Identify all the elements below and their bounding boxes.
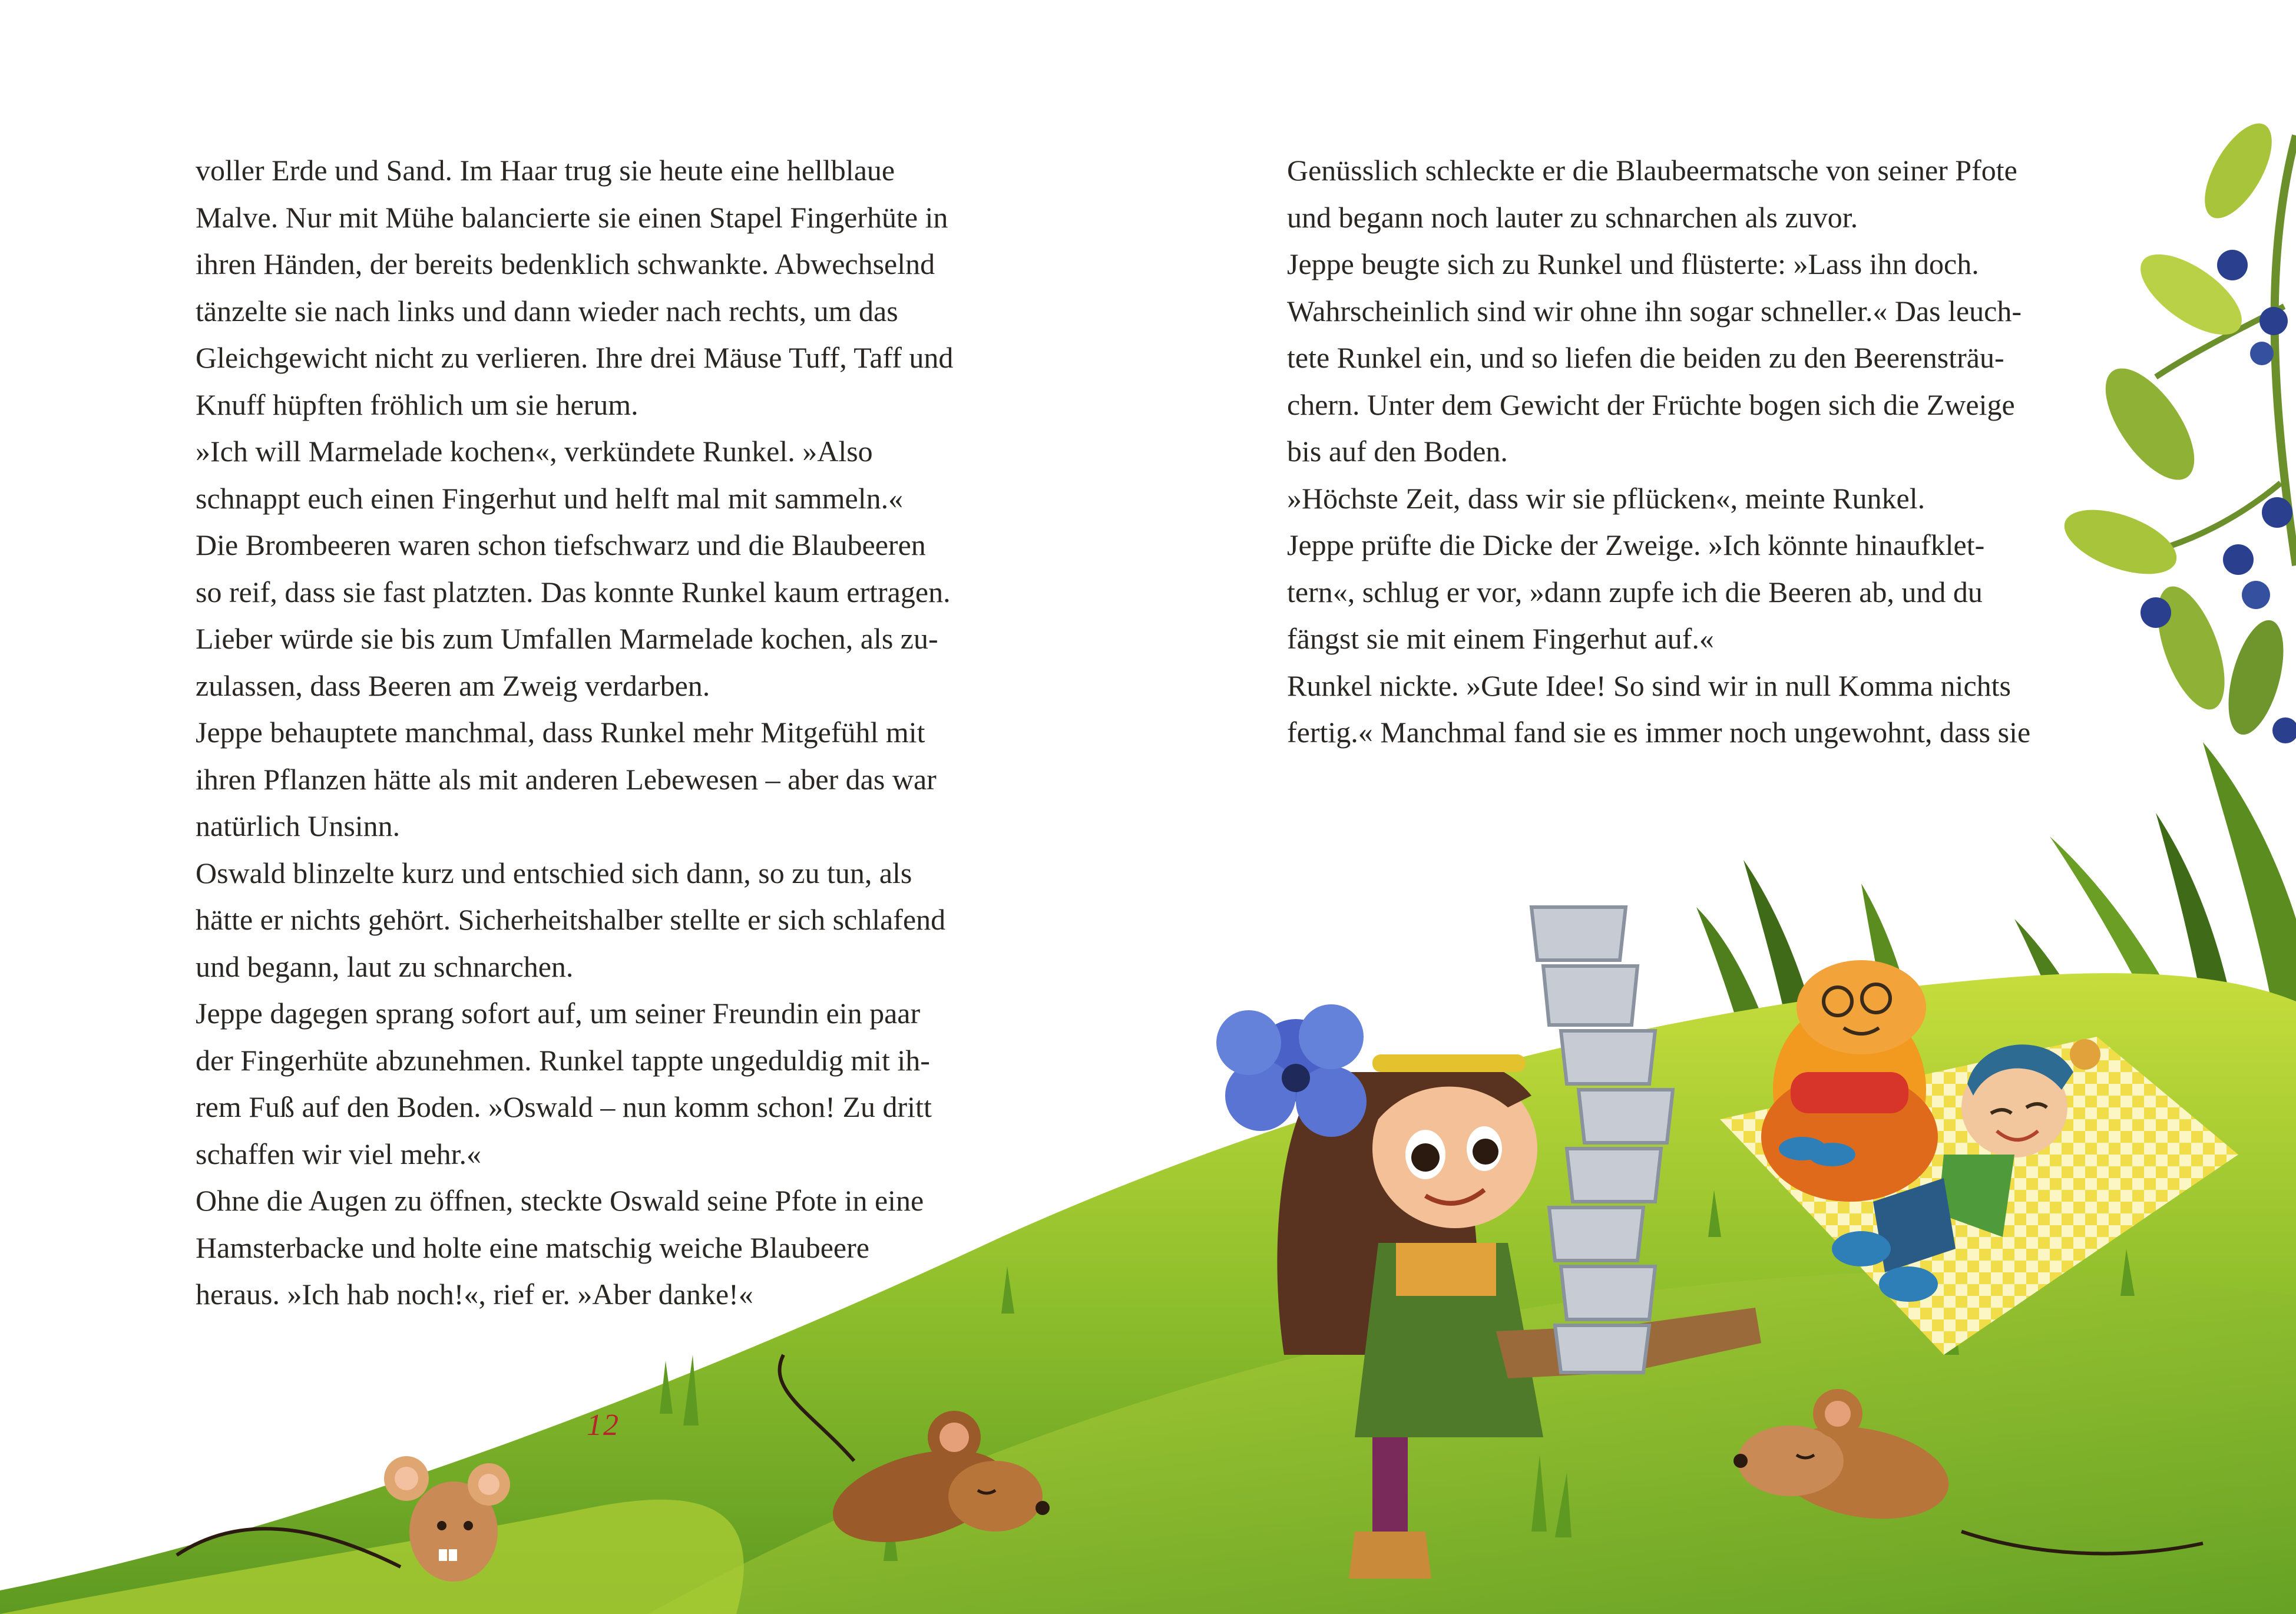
text-line: und begann noch lauter zu schnarchen als zuvor.: [1287, 200, 1858, 234]
blue-mallow-flower: [1216, 1004, 1367, 1137]
text-line: fängst sie mit einem Fingerhut auf.«: [1287, 622, 1714, 655]
left-page-text: [196, 147, 953, 1318]
text-line: heraus. »Ich hab noch!«, rief er. »Aber danke!«: [196, 1278, 753, 1311]
text-line: Gleichgewicht nicht zu verlieren. Ihre drei Mäuse Tuff, Taff und: [196, 341, 954, 374]
text-line: Lieber würde sie bis zum Umfallen Marmelade kochen, als zu-: [196, 622, 938, 655]
text-line: und begann, laut zu schnarchen.: [196, 950, 574, 983]
text-line: Ohne die Augen zu öffnen, steckte Oswald seine Pfote in eine: [196, 1184, 924, 1217]
text-line: Hamsterbacke und holte eine matschig weiche Blaubeere: [196, 1231, 869, 1264]
text-line: Die Brombeeren waren schon tiefschwarz und die Blaubeeren: [196, 528, 926, 561]
text-line: Oswald blinzelte kurz und entschied sich dann, so zu tun, als: [196, 856, 912, 889]
text-line: ihren Pflanzen hätte als mit anderen Lebewesen – aber das war: [196, 762, 937, 796]
text-line: natürlich Unsinn.: [196, 809, 401, 842]
page-number: 12: [587, 1408, 620, 1442]
text-line: schaffen wir viel mehr.«: [196, 1137, 482, 1170]
text-line: bis auf den Boden.: [1287, 435, 1508, 468]
text-line: chern. Unter dem Gewicht der Früchte bogen sich die Zweige: [1287, 388, 2015, 421]
text-line: Jeppe dagegen sprang sofort auf, um seiner Freundin ein paar: [196, 997, 921, 1030]
text-line: voller Erde und Sand. Im Haar trug sie heute eine hellblaue: [196, 154, 895, 187]
text-line: Jeppe prüfte die Dicke der Zweige. »Ich könnte hinaufklet-: [1287, 528, 1985, 561]
text-line: fertig.« Manchmal fand sie es immer noch ungewohnt, dass sie: [1287, 716, 2031, 749]
text-line: rem Fuß auf den Boden. »Oswald – nun komm schon! Zu dritt: [196, 1090, 932, 1123]
text-line: »Ich will Marmelade kochen«, verkündete Runkel. »Also: [196, 435, 873, 468]
text-line: tänzelte sie nach links und dann wieder nach rechts, um das: [196, 294, 898, 328]
text-line: so reif, dass sie fast platzten. Das konnte Runkel kaum ertragen.: [196, 575, 951, 608]
text-line: »Höchste Zeit, dass wir sie pflücken«, meinte Runkel.: [1287, 481, 1926, 515]
text-line: Knuff hüpften fröhlich um sie herum.: [196, 388, 638, 421]
text-line: Jeppe beugte sich zu Runkel und flüsterte: »Lass ihn doch.: [1287, 247, 1979, 280]
text-line: Runkel nickte. »Gute Idee! So sind wir in null Komma nichts: [1287, 669, 2011, 702]
text-line: tern«, schlug er vor, »dann zupfe ich die Beeren ab, und du: [1287, 575, 1983, 608]
text-line: schnappt euch einen Fingerhut und helft mal mit sammeln.«: [196, 481, 904, 515]
text-line: zulassen, dass Beeren am Zweig verdarben.: [196, 669, 710, 702]
text-line: Genüsslich schleckte er die Blaubeermatsche von seiner Pfote: [1287, 154, 2017, 187]
text-line: tete Runkel ein, und so liefen die beiden zu den Beerensträu-: [1287, 341, 2004, 374]
text-line: der Fingerhüte abzunehmen. Runkel tappte ungeduldig mit ih-: [196, 1043, 930, 1077]
blueberry-branch: [2056, 113, 2296, 743]
text-line: Wahrscheinlich sind wir ohne ihn sogar schneller.« Das leuch-: [1287, 294, 2022, 328]
text-line: hätte er nichts gehört. Sicherheitshalber stellte er sich schlafend: [196, 903, 946, 936]
text-line: Jeppe behauptete manchmal, dass Runkel mehr Mitgefühl mit: [196, 716, 925, 749]
right-page-text: [1287, 147, 2030, 756]
text-line: Malve. Nur mit Mühe balancierte sie einen Stapel Fingerhüte in: [196, 200, 948, 234]
text-line: ihren Händen, der bereits bedenklich schwankte. Abwechselnd: [196, 247, 935, 280]
